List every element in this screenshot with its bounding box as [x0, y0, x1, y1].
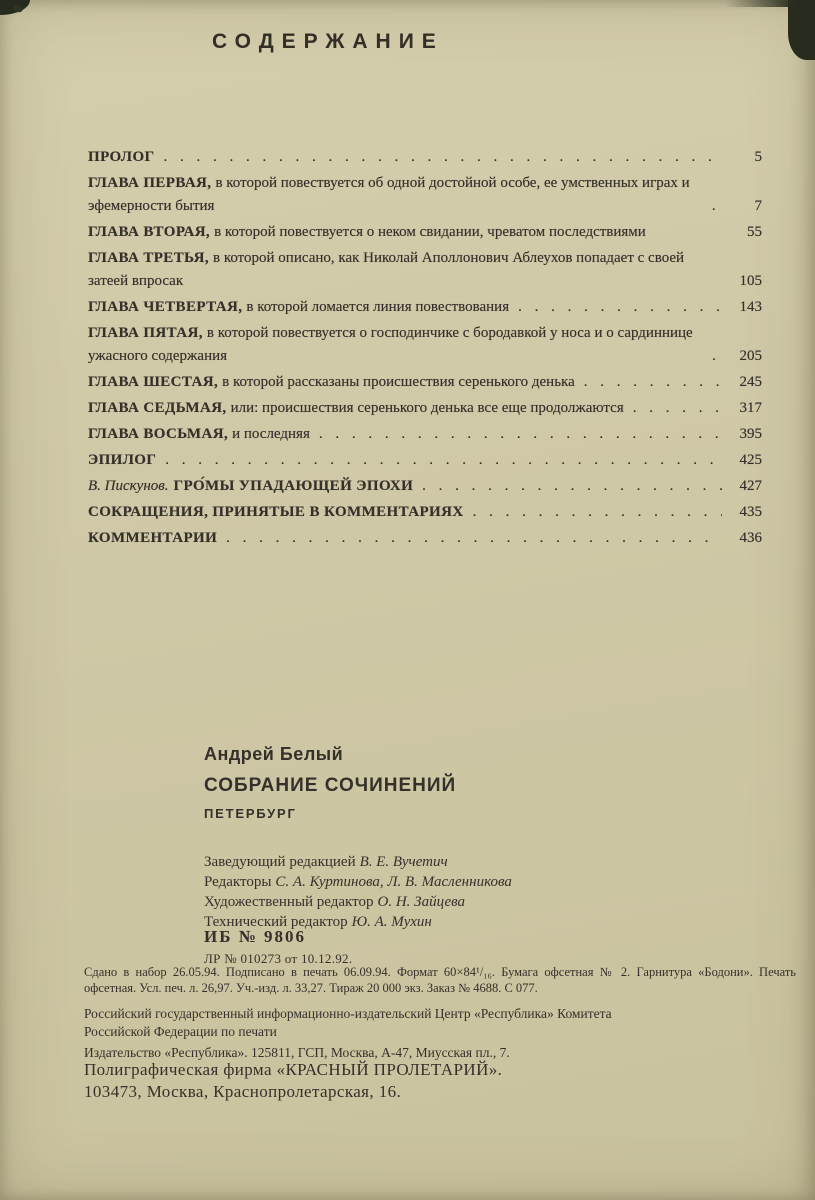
toc-entry-text — [88, 146, 154, 169]
table-of-contents — [88, 146, 762, 553]
staff-line — [204, 852, 512, 872]
dot-leader — [473, 501, 722, 524]
staff-role: Заведующий редакцией — [204, 854, 356, 870]
toc-entry-desc: в которой описано, как Николай Аполлонович Аблеухов попадает с своей затеей впросак — [88, 250, 685, 289]
staff-names: О. Н. Зайцева — [377, 894, 466, 910]
toc-entry-label: ЭПИЛОГ — [88, 452, 157, 468]
publishing-center: Российский государственный информационно-издательский Центр «Республика» Комитета Российской Федерации по печати — [84, 1006, 612, 1039]
toc-entry-text — [88, 221, 646, 244]
toc-entry-label: ГЛАВА ПЕРВАЯ, — [88, 175, 212, 191]
page-number: 205 — [739, 348, 762, 364]
page-number: 395 — [739, 426, 762, 442]
page-number: 317 — [739, 400, 762, 416]
ib-number: ИБ № 9806 — [204, 927, 307, 946]
toc-entry-text — [88, 501, 464, 524]
toc-entry-text — [88, 172, 703, 218]
staff-line — [204, 872, 512, 892]
scan-artifact-top-right — [788, 0, 815, 60]
staff-names: Ю. А. Мухин — [351, 914, 432, 930]
toc-entry-text — [88, 247, 702, 293]
page-number: 425 — [739, 452, 762, 468]
toc-entry-label: ГЛАВА ВОСЬМАЯ, — [88, 426, 229, 442]
toc-entry-text — [88, 322, 703, 368]
dot-leader — [422, 475, 722, 498]
series-title: СОБРАНИЕ СОЧИНЕНИЙ — [204, 775, 457, 796]
colophon-header — [204, 744, 456, 821]
toc-entry-desc: в которой повествуется об одной достойной особе, ее умственных играх и эфемерности бытия — [88, 175, 690, 214]
toc-entry-desc: в которой повествуется о господинчике с бородавкой у носа и о сардиннице ужасного содержания — [88, 325, 693, 364]
toc-entry-desc: в которой ломается линия повествования — [246, 299, 510, 315]
toc-entry — [88, 172, 762, 218]
book-title: ПЕТЕРБУРГ — [204, 806, 297, 821]
toc-entry-text — [88, 449, 156, 472]
staff-role: Редакторы — [204, 874, 272, 890]
toc-entry-label: ГЛАВА ЧЕТВЕРТАЯ, — [88, 299, 243, 315]
page-number: 7 — [754, 198, 762, 214]
toc-entry — [88, 501, 762, 524]
dot-leader — [518, 296, 722, 319]
toc-entry-desc: в которой рассказаны происшествия серенького денька — [222, 374, 575, 390]
toc-entry — [88, 449, 762, 472]
toc-entry-text — [88, 475, 413, 498]
toc-entry-author: В. Пискунов. — [88, 478, 169, 494]
staff-role: Технический редактор — [204, 914, 348, 930]
toc-entry-desc: в которой повествуется о неком свидании, чреватом последствиями — [214, 224, 646, 240]
toc-entry-label: ГЛАВА ШЕСТАЯ, — [88, 374, 219, 390]
page-number: 105 — [739, 273, 762, 289]
dot-leader — [165, 449, 722, 472]
toc-entry-label: КОММЕНТАРИИ — [88, 530, 218, 546]
toc-entry-label: ПРОЛОГ — [88, 149, 155, 165]
toc-entry-desc: или: происшествия серенького денька все еще продолжаются — [230, 400, 624, 416]
dot-leader — [319, 423, 722, 446]
page-number: 55 — [747, 224, 762, 240]
toc-entry — [88, 322, 762, 368]
dot-leader — [633, 397, 722, 420]
toc-entry-text — [88, 423, 310, 446]
dot-leader — [163, 146, 722, 169]
toc-entry — [88, 371, 762, 394]
staff-names: С. А. Куртинова, Л. В. Масленникова — [275, 874, 512, 890]
staff-names: В. Е. Вучетич — [359, 854, 448, 870]
toc-entry-text — [88, 527, 217, 550]
toc-entry-label: ГРО́МЫ УПАДАЮЩЕЙ ЭПОХИ — [173, 478, 414, 494]
toc-entry — [88, 397, 762, 420]
toc-entry — [88, 475, 762, 498]
dot-leader — [584, 371, 722, 394]
publisher-address: Издательство «Республика». 125811, ГСП, Москва, А-47, Миусская пл., 7. — [84, 1045, 510, 1060]
toc-entry-label: ГЛАВА ВТОРАЯ, — [88, 224, 211, 240]
license-number: ЛР № 010273 от 10.12.92. — [204, 951, 353, 966]
page-number: 436 — [739, 530, 762, 546]
page-number: 5 — [754, 149, 762, 165]
staff-role: Художественный редактор — [204, 894, 374, 910]
toc-entry — [88, 247, 762, 293]
dot-leader — [226, 527, 722, 550]
toc-entry-label: ГЛАВА СЕДЬМАЯ, — [88, 400, 227, 416]
author-name: Андрей Белый — [204, 744, 344, 764]
printer-address: 103473, Москва, Краснопролетарская, 16. — [84, 1082, 402, 1101]
page-title: СОДЕРЖАНИЕ — [212, 30, 444, 53]
dot-leader — [712, 195, 722, 218]
toc-entry — [88, 146, 762, 169]
page-number: 427 — [739, 478, 762, 494]
toc-entry — [88, 527, 762, 550]
editors-block — [204, 852, 512, 932]
toc-entry-label: СОКРАЩЕНИЯ, ПРИНЯТЫЕ В КОММЕНТАРИЯХ — [88, 504, 464, 520]
imprint-details: Сдано в набор 26.05.94. Подписано в печать 06.09.94. Формат 60×84¹/₁₆. Бумага офсетная № 2. Гарнитура «Бодони». Печать офсетная. Усл. печ. л. 26,97. Уч.-изд. л. 33,27. Тираж 20 000 экз. Заказ № 4688. С 077. — [84, 965, 796, 995]
dot-leader — [712, 345, 722, 368]
toc-entry-desc: и последняя — [232, 426, 310, 442]
toc-entry-text — [88, 371, 575, 394]
staff-line — [204, 892, 512, 912]
page-number: 245 — [739, 374, 762, 390]
toc-entry — [88, 423, 762, 446]
scan-artifact-top-edge — [725, 0, 795, 7]
toc-entry-text — [88, 397, 624, 420]
toc-entry-text — [88, 296, 509, 319]
toc-entry-label: ГЛАВА ПЯТАЯ, — [88, 325, 203, 341]
toc-entry-label: ГЛАВА ТРЕТЬЯ, — [88, 250, 210, 266]
toc-entry — [88, 221, 762, 244]
page-number: 143 — [739, 299, 762, 315]
toc-entry — [88, 296, 762, 319]
page-number: 435 — [739, 504, 762, 520]
printer-name: Полиграфическая фирма «КРАСНЫЙ ПРОЛЕТАРИЙ». — [84, 1060, 503, 1079]
